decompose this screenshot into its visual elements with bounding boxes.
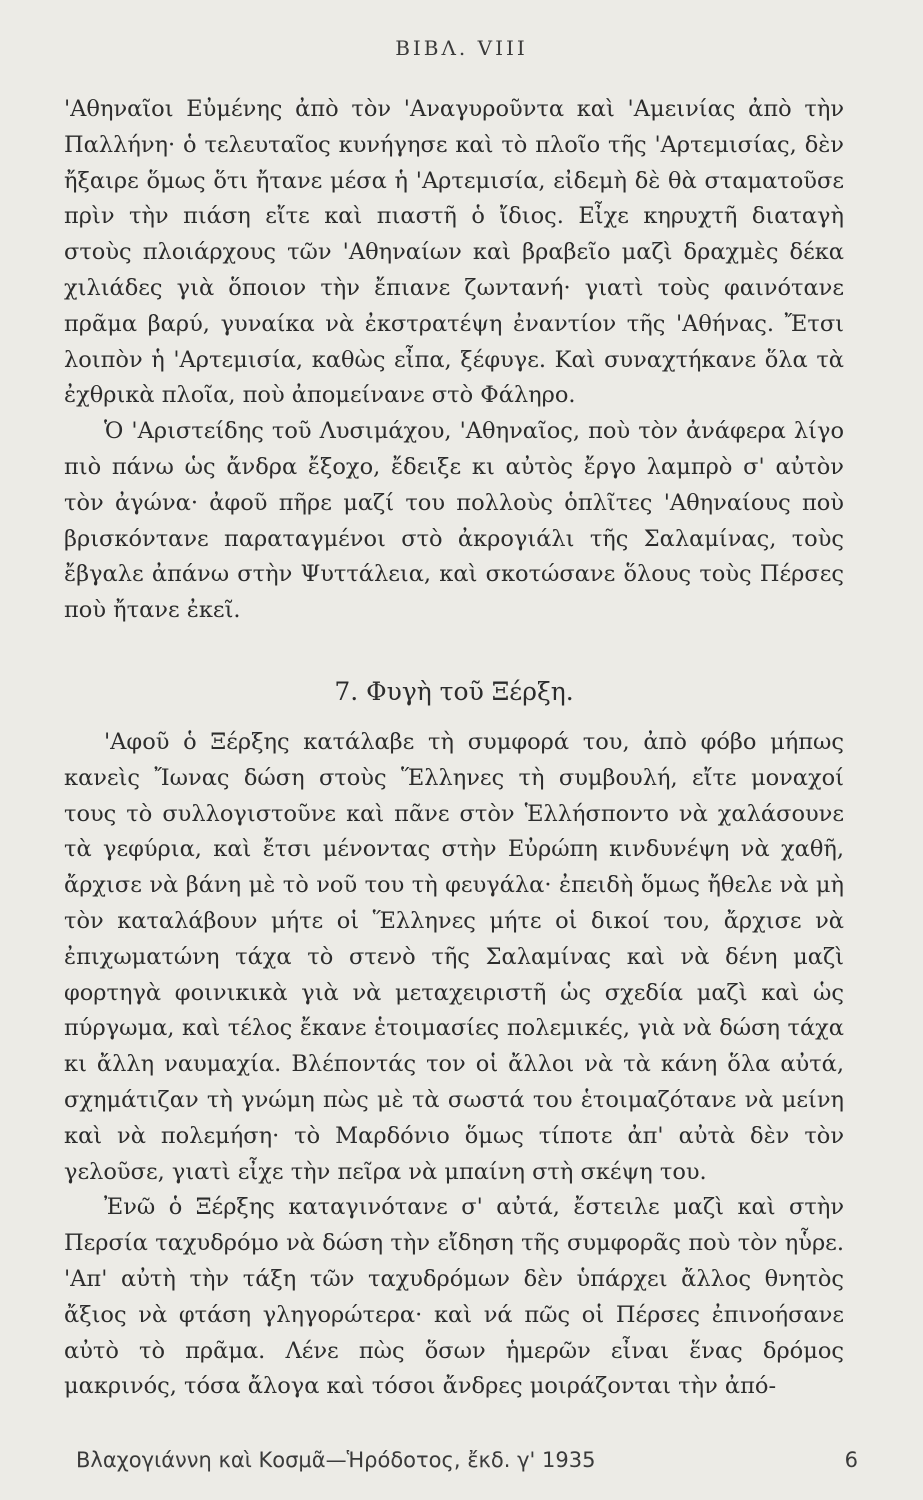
main-text	[64, 92, 844, 1405]
paragraph-courier: Ἐνῶ ὁ Ξέρξης καταγινότανε σ' αὐτά, ἔστειλε μαζὶ καὶ στὴν Περσία ταχυδρόμο νὰ δώση τὴν εἴδηση τῆς συμφορᾶς ποὺ τὸν ηὗρε. 'Απ' αὐτὴ τὴν τάξη τῶν ταχυδρόμων δὲν ὑπάρχει ἄλλος θνητὸς ἄξιος νὰ φτάση γληγορώτερα· καὶ νά πῶς οἱ Πέρσες ἐπινοήσανε αὐτὸ τὸ πρᾶμα. Λένε πὼς ὅσων ἡμερῶν εἶναι ἕνας δρόμος μακρινός, τόσα ἄλογα καὶ τόσοι ἄνδρες μοιράζονται τὴν ἀπό-	[64, 1194, 844, 1400]
paragraph-xerxes-flight: 'Αφοῦ ὁ Ξέρξης κατάλαβε τὴ συμφορά του, ἀπὸ φόβο μήπως κανεὶς Ἴωνας δώση στοὺς Ἕλληνες τὴ συμβουλή, εἴτε μοναχοί τους τὸ συλλογιστοῦνε καὶ πᾶνε στὸν Ἑλλήσποντο νὰ χαλάσουνε τὰ γεφύρια, καὶ ἔτσι μένοντας στὴν Εὐρώπη κινδυνέψη νὰ χαθῆ, ἄρχισε νὰ βάνη μὲ τὸ νοῦ του τὴ φευγάλα· ἐπειδὴ ὅμως ἤθελε νὰ μὴ τὸν καταλάβουν μήτε οἱ Ἕλληνες μήτε οἱ δικοί του, ἄρχισε νὰ ἐπιχωματώνη τάχα τὸ στενὸ τῆς Σαλαμίνας καὶ νὰ δένη μαζὶ φορτηγὰ φοινικικὰ γιὰ νὰ μεταχειριστῆ ὡς σχεδία μαζὶ καὶ ὡς πύργωμα, καὶ τέλος ἔκανε ἑτοιμασίες πολεμικές, γιὰ νὰ δώση τάχα κι ἄλλη ναυμαχία. Βλέποντάς τον οἱ ἄλλοι νὰ τὰ κάνη ὅλα αὐτά, σχημάτιζαν τὴ γνώμη πὼς μὲ τὰ σωστά του ἑτοιμαζότανε νὰ μείνη καὶ νὰ πολεμήση· τὸ Μαρδόνιο ὅμως τίποτε ἀπ' αὐτὰ δὲν τὸν γελοῦσε, γιατὶ εἶχε τὴν πεῖρα νὰ μπαίνη στὴ σκέψη του.	[64, 728, 844, 1185]
page-number: 6	[844, 1448, 858, 1472]
paragraph-continued: 'Αθηναῖοι Εὐμένης ἀπὸ τὸν 'Αναγυροῦντα καὶ 'Αμεινίας ἀπὸ τὴν Παλλήνη· ὁ τελευταῖος κυνήγησε καὶ τὸ πλοῖο τῆς 'Αρτεμισίας, δὲν ἤξαιρε ὅμως ὅτι ἤτανε μέσα ἡ 'Αρτεμισία, εἰδεμὴ δὲ θὰ σταματοῦσε πρὶν τὴν πιάση εἴτε καὶ πιαστῆ ὁ ἴδιος. Εἶχε κηρυχτῆ διαταγὴ στοὺς πλοιάρχους τῶν 'Αθηναίων καὶ βραβεῖο μαζὶ δραχμὲς δέκα χιλιάδες γιὰ ὅποιον τὴν ἔπιανε ζωντανή· γιατὶ τοὺς φαινότανε πρᾶμα βαρύ, γυναίκα νὰ ἐκστρατέψη ἐναντίον τῆς 'Αθήνας. Ἔτσι λοιπὸν ἡ 'Αρτεμισία, καθὼς εἶπα, ξέφυγε. Καὶ συναχτήκανε ὅλα τὰ ἐχθρικὰ πλοῖα, ποὺ ἀπομείνανε στὸ Φάληρο.	[64, 96, 844, 409]
section-heading: 7. Φυγὴ τοῦ Ξέρξη.	[334, 676, 574, 706]
footer-credit: Βλαχογιάννη καὶ Κοσμᾶ—Ἡρόδοτος, ἔκδ. γ' 1935	[76, 1448, 596, 1472]
page-footer	[76, 1448, 858, 1472]
running-header: ΒΙΒΛ. VIII	[395, 36, 528, 60]
paragraph-aristeides: Ὁ 'Αριστείδης τοῦ Λυσιμάχου, 'Αθηναῖος, ποὺ τὸν ἀνάφερα λίγο πιὸ πάνω ὡς ἄνδρα ἔξοχο, ἔδειξε κι αὐτὸς ἔργο λαμπρὸ σ' αὐτὸν τὸν ἀγώνα· ἀφοῦ πῆρε μαζί του πολλοὺς ὁπλῖτες 'Αθηναίους ποὺ βρισκόντανε παραταγμένοι στὸ ἀκρογιάλι τῆς Σαλαμίνας, τοὺς ἔβγαλε ἀπάνω στὴν Ψυττάλεια, καὶ σκοτώσανε ὅλους τοὺς Πέρσες ποὺ ἤτανε ἐκεῖ.	[64, 418, 844, 624]
